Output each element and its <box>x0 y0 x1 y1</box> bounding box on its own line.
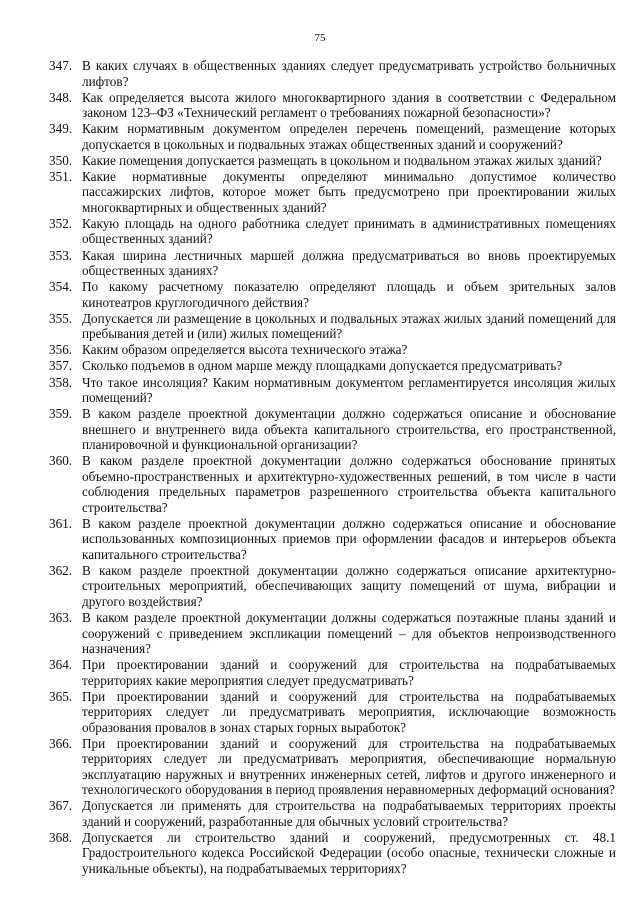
question-number: 348. <box>49 89 73 105</box>
question-text: В каком разделе проектной документации должно содержаться описание архитектурно-строительных мероприятий, обеспечивающих защиту помещений от шума, вибрации и другого воздействия? <box>82 562 616 609</box>
question-number: 360. <box>49 453 73 469</box>
question-number: 366. <box>49 735 73 751</box>
question-text: Допускается ли размещение в цокольных и подвальных этажах жилых зданий помещений для пребывания детей и (или) жилых помещений? <box>82 310 616 342</box>
question-number: 362. <box>49 562 73 578</box>
question-number: 349. <box>49 121 73 137</box>
question-text: Какая ширина лестничных маршей должна предусматриваться во вновь проектируемых общественных зданиях? <box>82 247 616 279</box>
question-item <box>49 406 616 453</box>
question-item <box>49 169 616 216</box>
question-text: Какие помещения допускается размещать в цокольном и подвальном этажах жилых зданий? <box>82 152 602 168</box>
question-text: По какому расчетному показателю определяют площадь и объем зрительных залов кинотеатров круглогодичного действия? <box>82 279 616 310</box>
question-text: Допускается ли строительство зданий и сооружений, предусмотренных ст. 48.1 Градостроительного кодекса Российской Федерации (особо опасные, технически сложные и уникальные объекты), на подрабатываемых территориях? <box>82 829 616 876</box>
question-text: В каком разделе проектной документации должны содержаться поэтажные планы зданий и сооружений с приведением экспликации помещений – для объектов непроизводственного назначения? <box>82 610 616 656</box>
question-number: 355. <box>49 310 73 326</box>
question-text: При проектировании зданий и сооружений для строительства на подрабатываемых территориях следует ли предусматривать мероприятия, исключающие возможность образования провалов в зонах старых горных выработок? <box>82 688 616 735</box>
question-text: В каком разделе проектной документации должно содержаться описание и обоснование использованных композиционных приемов при оформлении фасадов и интерьеров объекта капитального строительства? <box>82 515 616 562</box>
question-item <box>49 311 616 342</box>
question-number: 368. <box>49 829 73 845</box>
question-text: В каких случаях в общественных зданиях следует предусматривать устройство больничных лифтов? <box>82 58 616 89</box>
question-number: 361. <box>49 515 73 531</box>
question-item <box>49 90 616 121</box>
question-item <box>49 121 616 152</box>
question-number: 350. <box>49 152 73 168</box>
question-item <box>49 736 616 798</box>
question-item <box>49 342 616 358</box>
question-number: 357. <box>49 358 73 374</box>
question-list <box>49 58 616 877</box>
question-item <box>49 58 616 89</box>
question-item <box>49 798 616 829</box>
question-text: Сколько подъемов в одном марше между площадками допускается предусматривать? <box>82 358 563 374</box>
question-item <box>49 516 616 563</box>
question-item <box>49 830 616 877</box>
question-number: 358. <box>49 374 73 390</box>
question-text: При проектировании зданий и сооружений для строительства на подрабатываемых территориях какие мероприятия следует предусматривать? <box>82 657 616 688</box>
question-number: 363. <box>49 610 73 625</box>
question-text: В каком разделе проектной документации должно содержаться описание и обоснование внешнего и внутреннего вида объекта капитального строительства, его пространственной, планировочной и функциональной организации? <box>82 406 616 453</box>
question-item <box>49 563 616 610</box>
question-number: 364. <box>49 657 73 673</box>
question-number: 352. <box>49 215 73 231</box>
question-text: Каким образом определяется высота технического этажа? <box>82 342 408 358</box>
question-number: 353. <box>49 247 73 263</box>
question-text: Как определяется высота жилого многоквартирного здания в соответствии с Федеральном законом 123–ФЗ «Технический регламент о требованиях пожарной безопасности»? <box>82 89 616 121</box>
page-number: 75 <box>314 32 326 44</box>
question-item <box>49 610 616 657</box>
question-number: 365. <box>49 688 73 704</box>
question-item <box>49 153 616 169</box>
question-number: 354. <box>49 279 73 295</box>
question-item <box>49 453 616 515</box>
question-item <box>49 248 616 279</box>
question-text: В каком разделе проектной документации должно содержаться обоснование принятых объемно-пространственных и архитектурно-художественных решений, в том числе в части соблюдения предельных параметров разрешенного строительства объекта капитального строительства? <box>82 453 616 515</box>
question-number: 351. <box>49 168 73 184</box>
question-item <box>49 689 616 736</box>
question-number: 356. <box>49 342 73 358</box>
question-number: 347. <box>49 58 73 73</box>
question-text: При проектировании зданий и сооружений для строительства на подрабатываемых территориях следует ли предусматривать мероприятия, обеспечивающие нормальную эксплуатацию наружных и внутренних инженерных сетей, лифтов и другого инженерного и технологического оборудования в период проявления неравномерных деформаций основания? <box>82 735 616 798</box>
question-text: Допускается ли применять для строительства на подрабатываемых территориях проекты зданий и сооружений, разработанные для обычных условий строительства? <box>82 798 616 829</box>
question-text: Какую площадь на одного работника следует принимать в административных помещениях общественных зданий? <box>82 215 616 247</box>
question-item <box>49 279 616 310</box>
question-number: 359. <box>49 406 73 422</box>
question-text: Какие нормативные документы определяют минимально допустимое количество пассажирских лифтов, которое может быть предусмотрено при проектировании жилых многоквартирных и общественных зданий? <box>82 168 616 215</box>
question-item <box>49 216 616 247</box>
question-item <box>49 657 616 688</box>
question-item <box>49 375 616 406</box>
question-text: Каким нормативным документом определен перечень помещений, размещение которых допускается в цокольных и подвальных этажах общественных зданий и сооружений? <box>82 121 616 152</box>
question-text: Что такое инсоляция? Каким нормативным документом регламентируется инсоляция жилых помещений? <box>82 374 616 406</box>
question-number: 367. <box>49 798 73 814</box>
question-item <box>49 358 616 374</box>
